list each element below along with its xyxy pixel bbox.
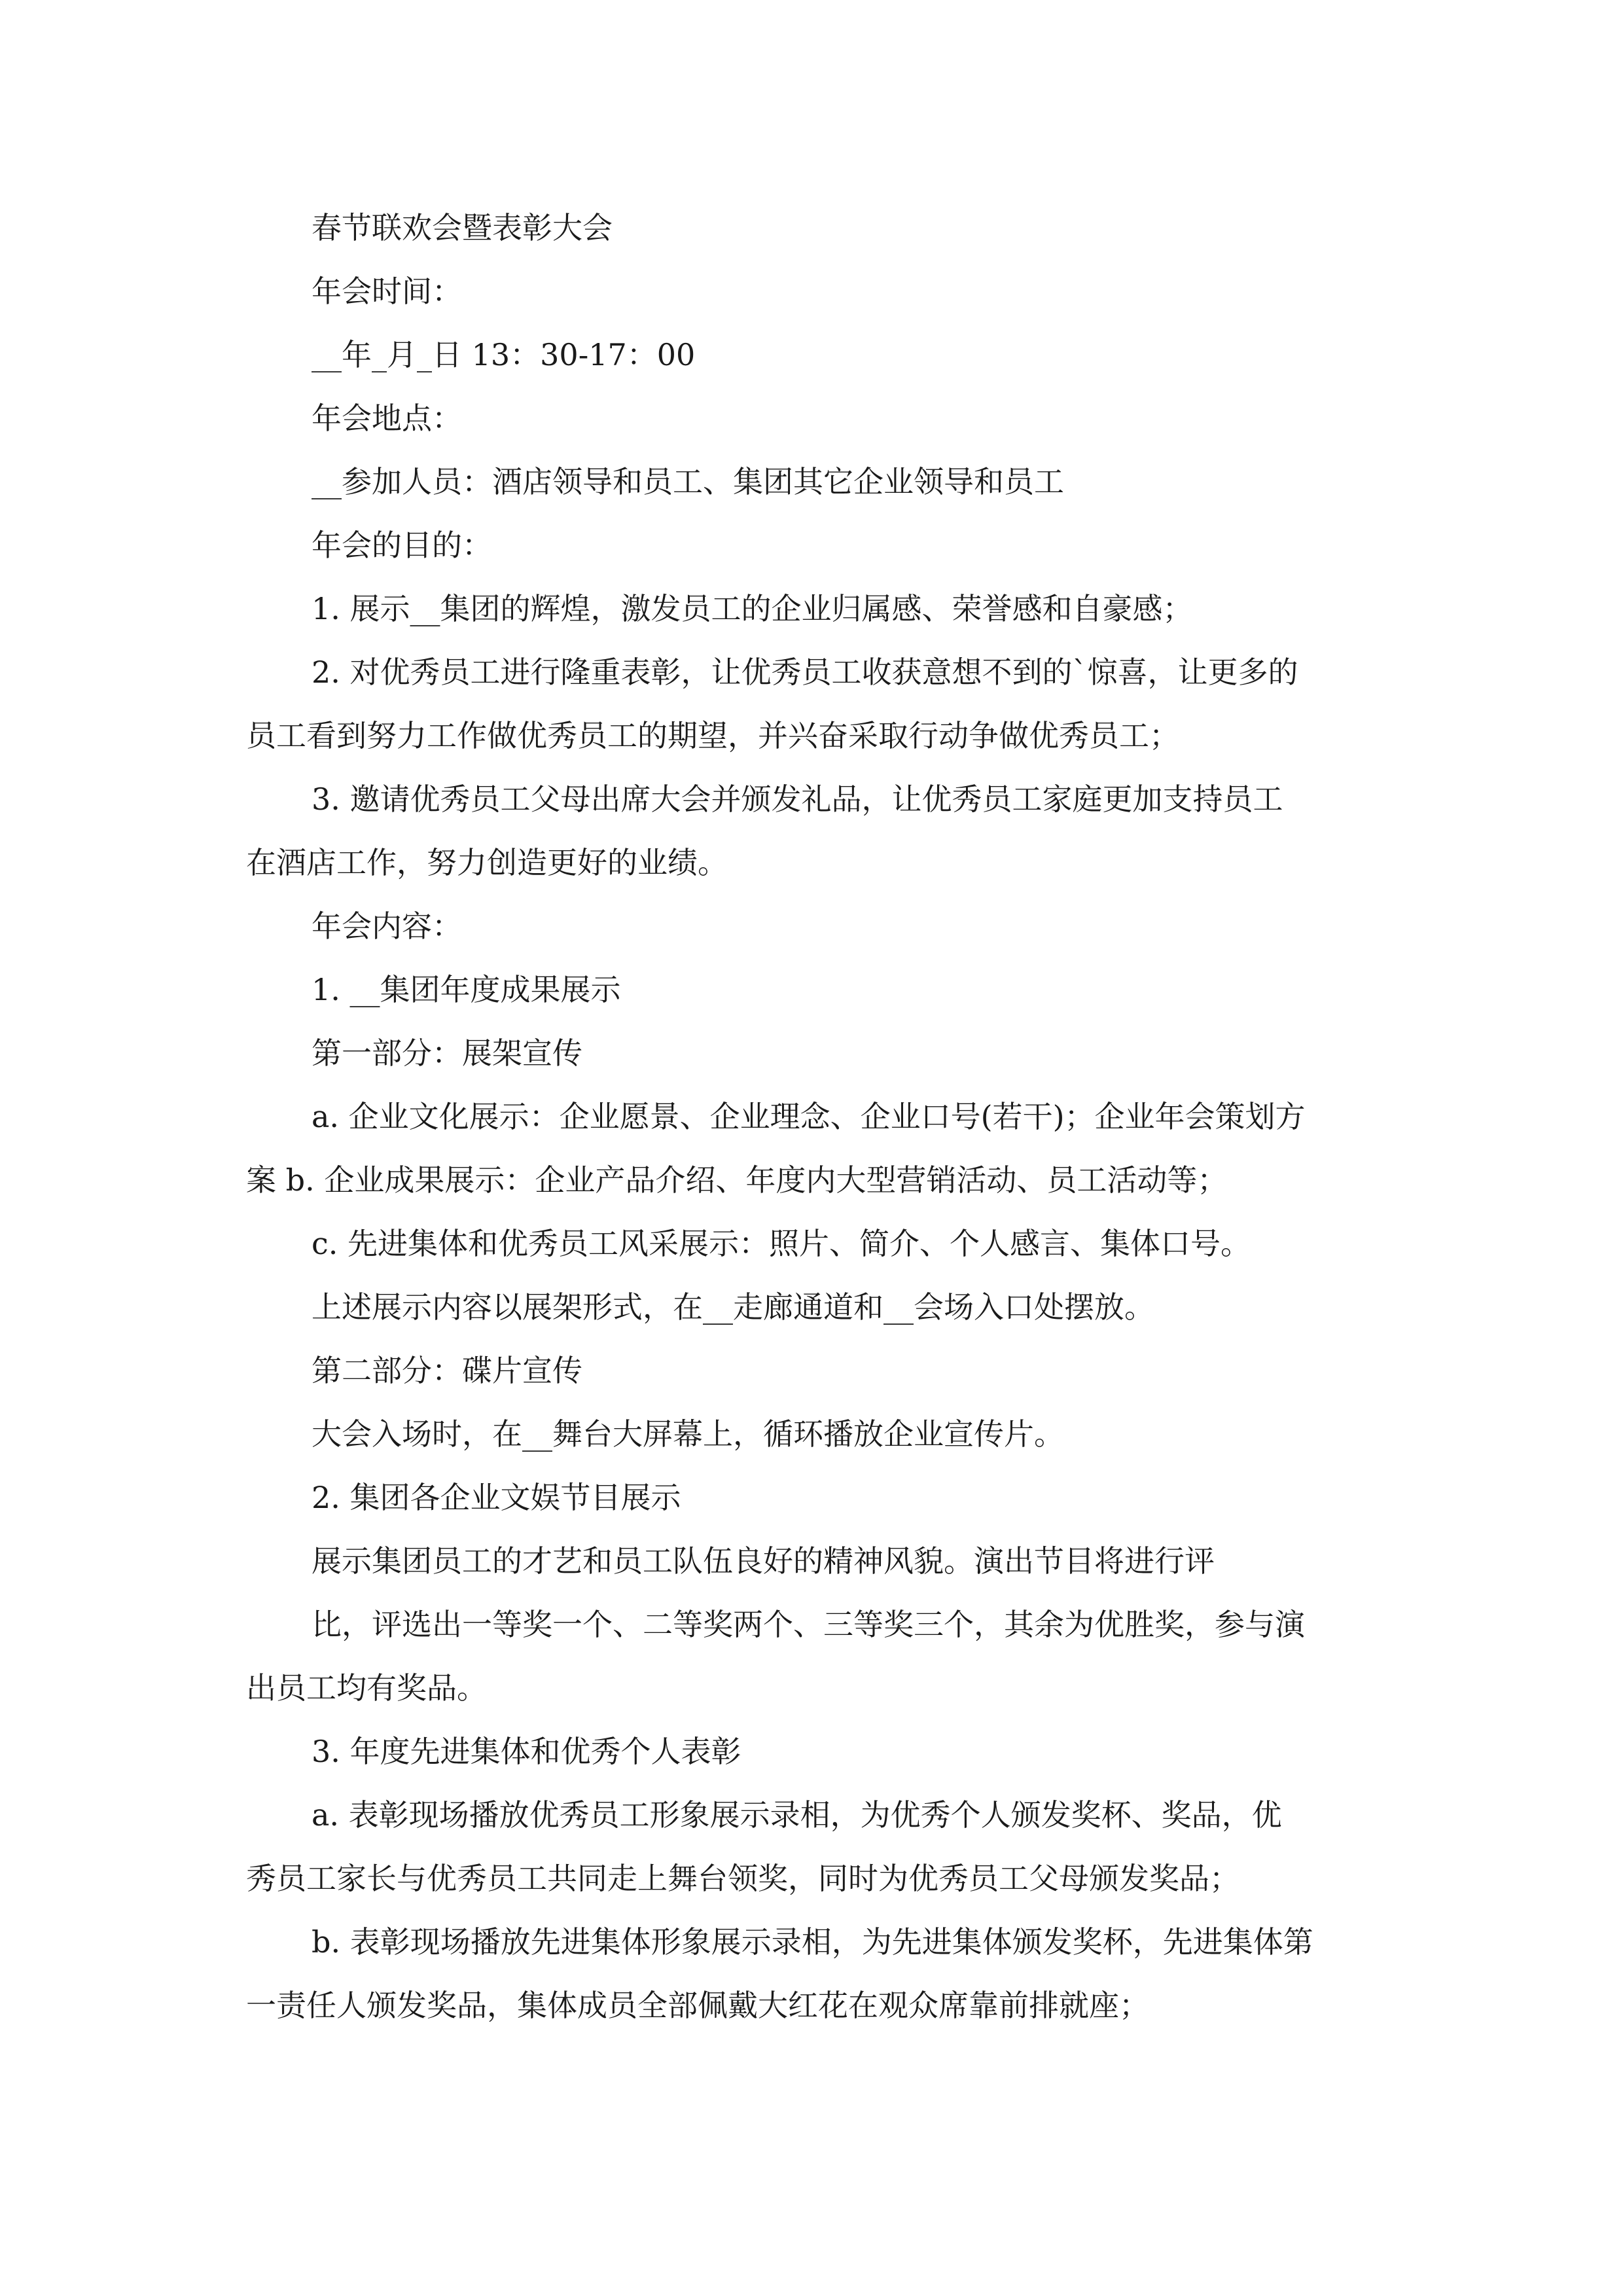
text-line: 在酒店工作，努力创造更好的业绩。 xyxy=(246,845,728,880)
text-line: __年_月_日 13：30-17：00 xyxy=(312,337,696,372)
text-line: 2. 集团各企业文娱节目展示 xyxy=(312,1480,681,1515)
text-line: 比，评选出一等奖一个、二等奖两个、三等奖三个，其余为优胜奖，参与演 xyxy=(312,1607,1305,1642)
text-line: b. 表彰现场播放先进集体形象展示录相，为先进集体颁发奖杯，先进集体第 xyxy=(312,1924,1313,1960)
text-line: 第一部分：展架宣传 xyxy=(312,1035,582,1071)
text-line: __参加人员：酒店领导和员工、集团其它企业领导和员工 xyxy=(312,464,1064,499)
text-line: c. 先进集体和优秀员工风采展示：照片、简介、个人感言、集体口号。 xyxy=(312,1226,1251,1261)
text-line: 年会时间： xyxy=(312,274,462,309)
text-line: 秀员工家长与优秀员工共同走上舞台领奖，同时为优秀员工父母颁发奖品； xyxy=(246,1861,1240,1896)
text-line: 出员工均有奖品。 xyxy=(246,1670,487,1706)
text-line: 1. 展示__集团的辉煌，激发员工的企业归属感、荣誉感和自豪感； xyxy=(312,591,1193,626)
text-line: 上述展示内容以展架形式，在__走廊通道和__会场入口处摆放。 xyxy=(312,1289,1154,1325)
text-line: 年会内容： xyxy=(312,908,462,944)
text-line: 案 b. 企业成果展示：企业产品介绍、年度内大型营销活动、员工活动等； xyxy=(246,1162,1228,1198)
text-line: a. 企业文化展示：企业愿景、企业理念、企业口号(若干)；企业年会策划方 xyxy=(312,1099,1306,1134)
text-line: a. 表彰现场播放优秀员工形象展示录相，为优秀个人颁发奖杯、奖品，优 xyxy=(312,1797,1282,1833)
text-line: 员工看到努力工作做优秀员工的期望，并兴奋采取行动争做优秀员工； xyxy=(246,718,1179,753)
text-line: 春节联欢会暨表彰大会 xyxy=(312,210,613,245)
document-page xyxy=(246,196,1378,2037)
text-line: 一责任人颁发奖品，集体成员全部佩戴大红花在观众席靠前排就座； xyxy=(246,1988,1149,2023)
text-line: 大会入场时，在__舞台大屏幕上，循环播放企业宣传片。 xyxy=(312,1416,1064,1452)
text-line: 2. 对优秀员工进行隆重表彰，让优秀员工收获意想不到的`惊喜，让更多的 xyxy=(312,655,1298,690)
text-line: 3. 年度先进集体和优秀个人表彰 xyxy=(312,1734,741,1769)
text-line: 1. __集团年度成果展示 xyxy=(312,972,621,1007)
text-line: 第二部分：碟片宣传 xyxy=(312,1353,582,1388)
text-line: 3. 邀请优秀员工父母出席大会并颁发礼品，让优秀员工家庭更加支持员工 xyxy=(312,781,1283,817)
text-line: 展示集团员工的才艺和员工队伍良好的精神风貌。演出节目将进行评 xyxy=(312,1543,1215,1579)
text-line: 年会的目的： xyxy=(312,528,492,563)
text-line: 年会地点： xyxy=(312,401,462,436)
